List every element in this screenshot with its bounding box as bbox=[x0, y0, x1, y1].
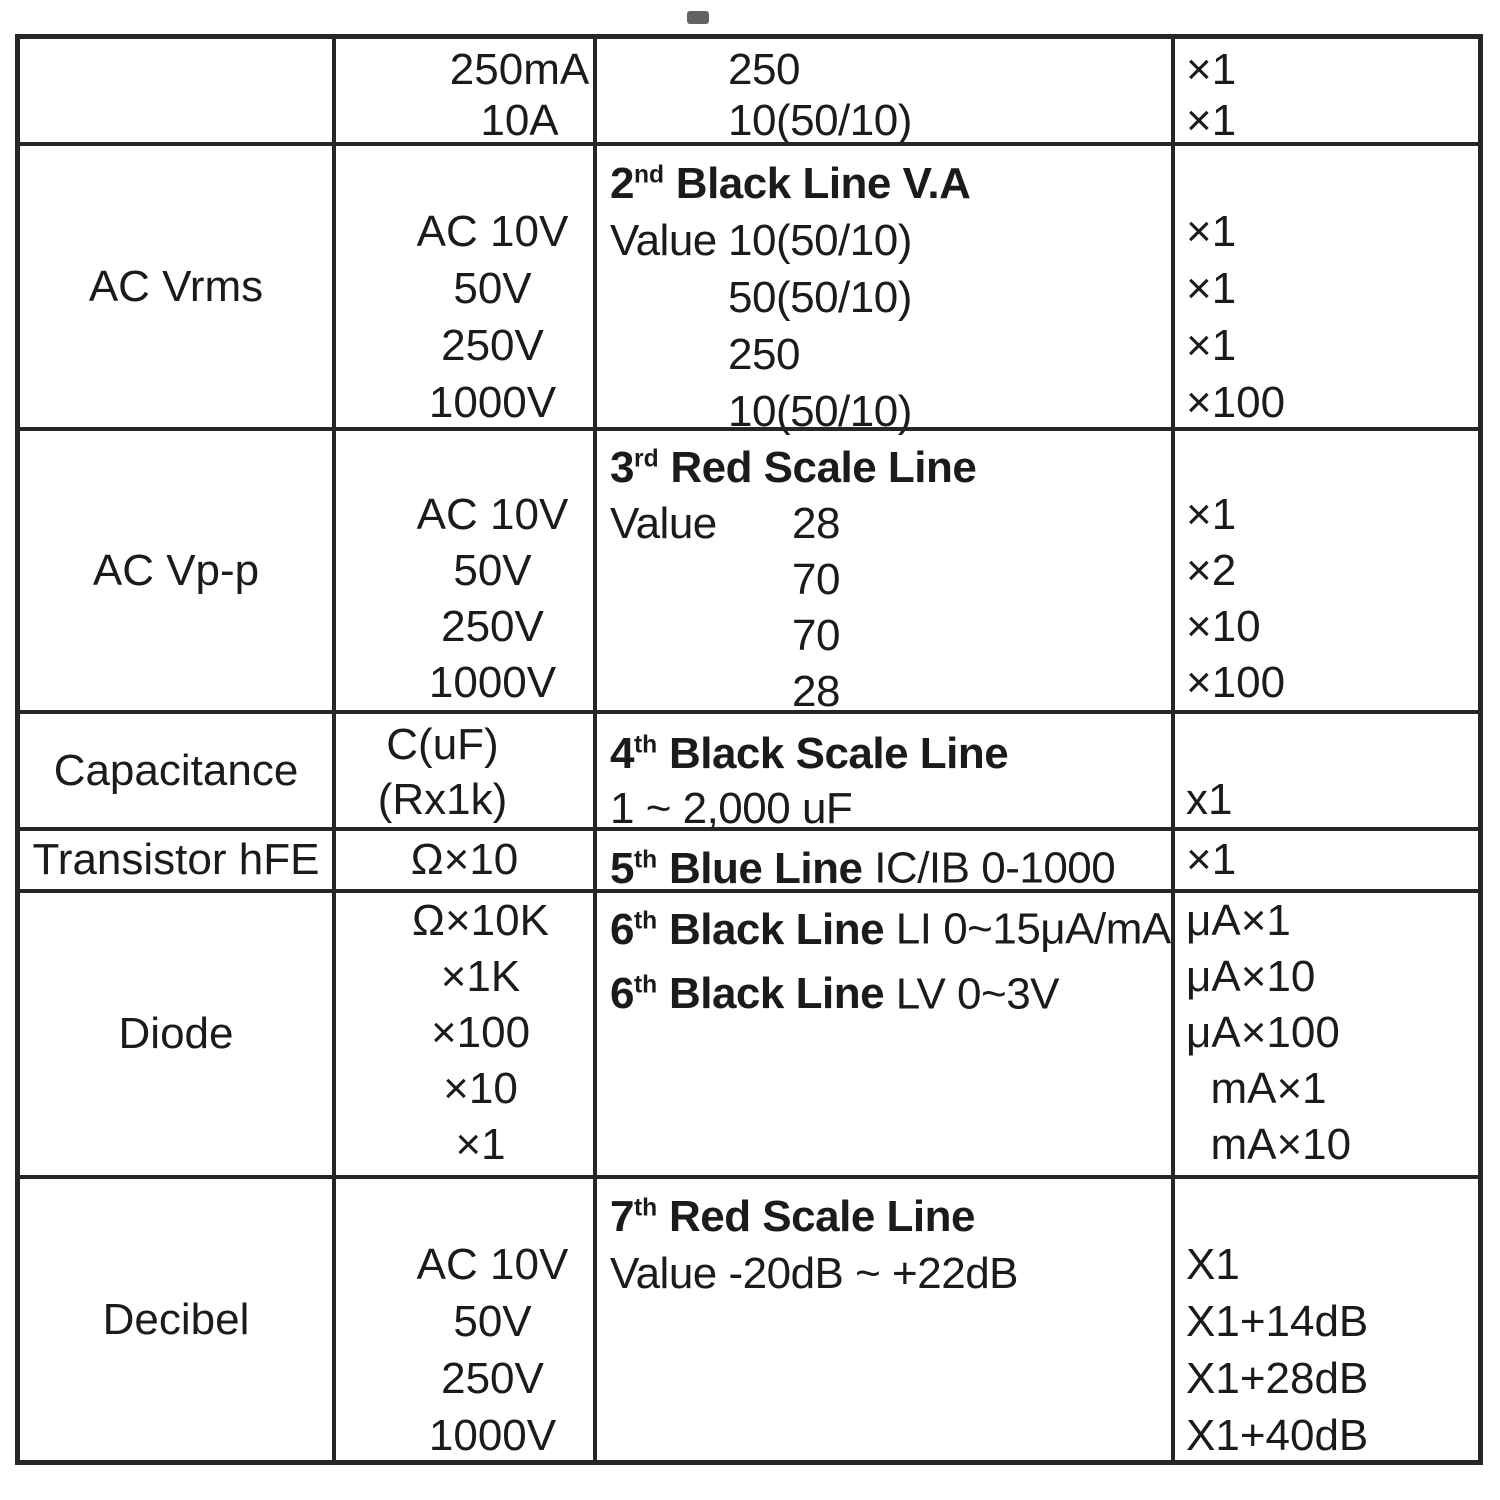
scale-description-cell bbox=[597, 1179, 1175, 1460]
ordinal-number: 7 bbox=[610, 1191, 634, 1241]
range-line: 250V bbox=[441, 321, 544, 370]
scale-line bbox=[610, 958, 1171, 1023]
multiplier-line bbox=[1186, 146, 1478, 203]
scale-line-detail: LI 0~15μA/mA bbox=[884, 904, 1171, 954]
multiplier-line: ×1 bbox=[1186, 321, 1237, 370]
multiplier-line: ×100 bbox=[1186, 658, 1286, 707]
scale-line-name: Black Line V.A bbox=[664, 158, 971, 208]
multiplier-line bbox=[1186, 431, 1478, 487]
scale-value: 70 bbox=[792, 610, 840, 660]
range-line: AC 10V bbox=[416, 490, 569, 539]
scale-value: 10(50/10) bbox=[728, 96, 912, 145]
multiplier-line: ×100 bbox=[1186, 378, 1286, 427]
range-cell bbox=[336, 831, 597, 889]
range-line: 10A bbox=[480, 96, 559, 145]
range-line bbox=[486, 146, 498, 203]
multiplier-line: ×1 bbox=[1186, 96, 1237, 145]
range-cell bbox=[336, 893, 597, 1175]
multiplier-line: mA×1 bbox=[1186, 1064, 1327, 1113]
table-row-ac-vpp bbox=[20, 427, 1478, 716]
range-cell bbox=[336, 146, 597, 427]
ordinal-suffix: rd bbox=[633, 445, 659, 472]
scan-artifact bbox=[687, 11, 709, 24]
scale-line-detail: IC/IB 0-1000 bbox=[862, 843, 1116, 893]
function-label: Transistor hFE bbox=[32, 835, 320, 884]
range-line: 250V bbox=[441, 602, 544, 651]
scale-line-title bbox=[610, 969, 884, 1018]
scale-line-name: Blue Line bbox=[657, 843, 863, 893]
scale-value: 10(50/10) bbox=[728, 386, 912, 436]
function-label: AC Vrms bbox=[88, 261, 264, 311]
scale-line-title bbox=[610, 729, 1008, 778]
range-line: (Rx1k) bbox=[377, 775, 508, 824]
range-line: Ω×10K bbox=[412, 896, 549, 945]
ordinal-number: 4 bbox=[610, 728, 634, 778]
scale-line bbox=[610, 431, 1171, 496]
value-label: Value bbox=[610, 215, 717, 265]
scale-value: 50(50/10) bbox=[728, 272, 912, 322]
multiplier-line: ×1 bbox=[1186, 835, 1237, 884]
scale-description-cell bbox=[597, 893, 1175, 1175]
multiplier-line: ×1 bbox=[1186, 45, 1237, 94]
function-label: Diode bbox=[118, 1009, 234, 1058]
ordinal-suffix: th bbox=[633, 846, 658, 873]
range-line: 1000V bbox=[428, 378, 557, 427]
scale-line bbox=[610, 893, 1171, 958]
ordinal-suffix: th bbox=[633, 731, 658, 758]
scale-line-detail: LV 0~3V bbox=[884, 969, 1060, 1019]
multiplier-cell bbox=[1175, 893, 1478, 1175]
table-row-ac-vrms bbox=[20, 142, 1478, 436]
range-line: 50V bbox=[453, 264, 532, 313]
range-line: ×1K bbox=[440, 952, 521, 1001]
multiplier-line: μA×100 bbox=[1186, 1008, 1340, 1057]
ordinal-number: 2 bbox=[610, 158, 634, 208]
range-cell bbox=[336, 1179, 597, 1460]
function-cell bbox=[20, 831, 336, 889]
multiplier-line: ×1 bbox=[1186, 490, 1237, 539]
range-cell bbox=[336, 39, 597, 145]
multiplier-line: μA×1 bbox=[1186, 896, 1291, 945]
scale-line bbox=[610, 212, 1171, 269]
table-row-transistor-hfe bbox=[20, 827, 1478, 893]
multiplier-line: mA×10 bbox=[1186, 1120, 1352, 1169]
scale-text: 1 ~ 2,000 uF bbox=[610, 783, 853, 833]
range-line: ×100 bbox=[430, 1008, 531, 1057]
ordinal-number: 6 bbox=[610, 969, 634, 1019]
ordinal-number: 6 bbox=[610, 904, 634, 954]
ordinal-suffix: th bbox=[633, 907, 658, 934]
scale-table bbox=[15, 34, 1483, 1465]
range-line: 250V bbox=[441, 1354, 544, 1403]
range-line: 50V bbox=[453, 546, 532, 595]
scale-value: 250 bbox=[728, 329, 800, 379]
range-cell bbox=[336, 714, 597, 827]
scale-line-title bbox=[610, 844, 862, 893]
function-cell bbox=[20, 39, 336, 142]
scale-description-cell bbox=[597, 39, 1175, 145]
scale-line bbox=[610, 1179, 1171, 1245]
scale-line bbox=[610, 717, 1171, 781]
scale-description-cell bbox=[597, 431, 1175, 716]
range-line: AC 10V bbox=[416, 1240, 569, 1289]
table-row-diode bbox=[20, 889, 1478, 1175]
range-line: 1000V bbox=[428, 658, 557, 707]
function-cell bbox=[20, 1179, 336, 1460]
function-cell bbox=[20, 714, 336, 827]
table-row-capacitance bbox=[20, 710, 1478, 833]
scale-line-name: Red Scale Line bbox=[657, 1191, 975, 1241]
scale-description-cell bbox=[597, 714, 1175, 833]
function-label: AC Vp-p bbox=[92, 545, 260, 595]
multiplier-line: ×1 bbox=[1186, 207, 1237, 256]
ordinal-suffix: nd bbox=[633, 161, 665, 188]
multiplier-line bbox=[1186, 717, 1478, 772]
range-line bbox=[486, 1179, 498, 1236]
function-cell bbox=[20, 431, 336, 710]
range-line: 1000V bbox=[428, 1411, 557, 1460]
scale-line-title bbox=[610, 1192, 975, 1241]
function-cell bbox=[20, 893, 336, 1175]
multiplier-line: ×2 bbox=[1186, 546, 1237, 595]
scale-description-cell bbox=[597, 831, 1175, 893]
scale-line-title bbox=[610, 159, 970, 208]
multiplier-line: ×1 bbox=[1186, 264, 1237, 313]
range-line bbox=[486, 431, 498, 487]
multiplier-cell bbox=[1175, 714, 1478, 827]
scale-line bbox=[610, 831, 1171, 898]
value-label: Value bbox=[610, 498, 717, 548]
scale-value: 10(50/10) bbox=[728, 215, 912, 265]
multiplier-line: X1+14dB bbox=[1186, 1297, 1369, 1346]
ordinal-number: 5 bbox=[610, 843, 634, 893]
ordinal-suffix: th bbox=[633, 971, 658, 999]
multiplier-line: X1+28dB bbox=[1186, 1354, 1369, 1403]
scale-value: 28 bbox=[792, 666, 840, 716]
multiplier-cell bbox=[1175, 1179, 1478, 1460]
scale-line-title bbox=[610, 905, 884, 954]
range-line: 250mA bbox=[449, 45, 590, 94]
scale-description-cell bbox=[597, 146, 1175, 436]
multiplier-line: μA×10 bbox=[1186, 952, 1316, 1001]
range-cell bbox=[336, 431, 597, 710]
multiplier-line: ×10 bbox=[1186, 602, 1261, 651]
range-line: Ω×10 bbox=[410, 835, 519, 884]
ordinal-number: 3 bbox=[610, 442, 634, 492]
multiplier-line: X1+40dB bbox=[1186, 1411, 1369, 1460]
multiplier-cell bbox=[1175, 431, 1478, 710]
range-line: C(uF) bbox=[386, 720, 499, 769]
scale-line-title bbox=[610, 443, 976, 492]
scale-text: Value -20dB ~ +22dB bbox=[610, 1248, 1019, 1298]
scale-value: 250 bbox=[728, 45, 800, 94]
scale-line bbox=[610, 146, 1171, 212]
multiplier-line: x1 bbox=[1186, 775, 1233, 824]
range-line: ×10 bbox=[443, 1064, 518, 1113]
range-line: 50V bbox=[453, 1297, 532, 1346]
function-label: Decibel bbox=[102, 1294, 250, 1344]
scale-value: 70 bbox=[792, 554, 840, 604]
ordinal-suffix: th bbox=[633, 1194, 658, 1221]
scale-line bbox=[610, 496, 1171, 552]
multiplier-line: X1 bbox=[1186, 1240, 1240, 1289]
multiplier-cell bbox=[1175, 146, 1478, 427]
multiplier-line bbox=[1186, 1179, 1478, 1236]
range-line: ×1 bbox=[455, 1120, 506, 1169]
scale-line-name: Black Line bbox=[657, 969, 885, 1019]
scale-value: 28 bbox=[792, 498, 840, 548]
table-row-dc-current-partial bbox=[20, 39, 1478, 145]
function-cell bbox=[20, 146, 336, 427]
multiplier-cell bbox=[1175, 39, 1478, 145]
scale-line-name: Black Line bbox=[657, 904, 885, 954]
table-row-decibel bbox=[20, 1175, 1478, 1460]
range-line: AC 10V bbox=[416, 207, 569, 256]
scale-line-name: Red Scale Line bbox=[658, 442, 977, 492]
multiplier-cell bbox=[1175, 831, 1478, 889]
function-label: Capacitance bbox=[53, 745, 299, 795]
scale-line-name: Black Scale Line bbox=[657, 728, 1009, 778]
